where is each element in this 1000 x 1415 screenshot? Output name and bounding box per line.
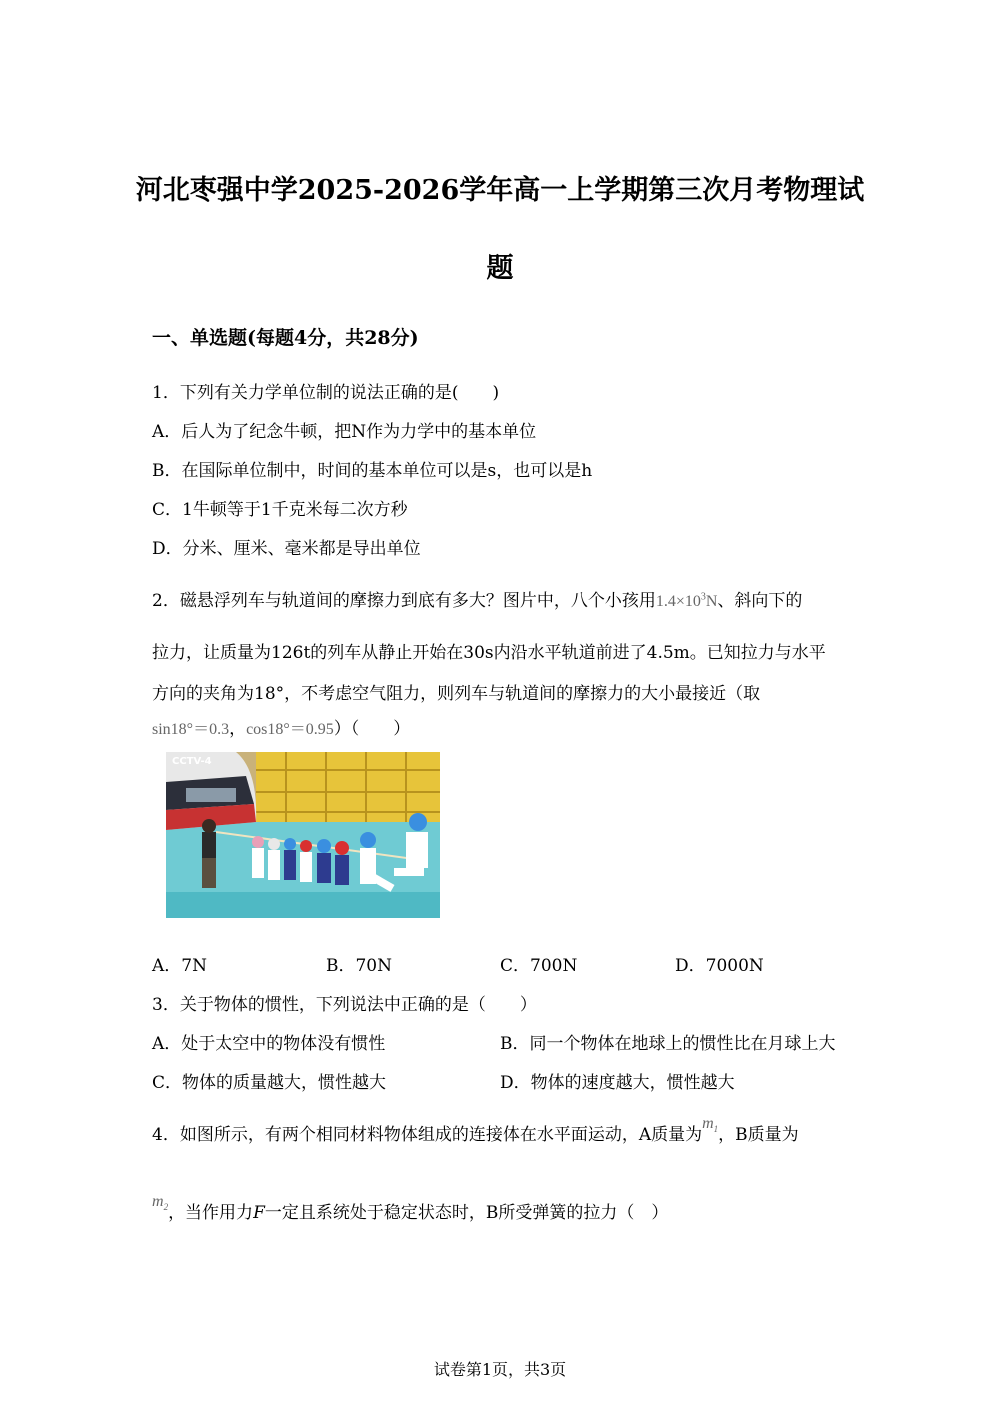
q3-option-c: C．物体的质量越大，惯性越大 (152, 1073, 387, 1093)
q4-m2-sub: 2 (163, 1202, 169, 1213)
q2-stem-a: 2．磁悬浮列车与轨道间的摩擦力到底有多大？图片中，八个小孩用 (152, 591, 656, 611)
q2-sin-expr: sin18°＝0.3 (152, 721, 230, 738)
q4-stem-d: 一定且系统处于稳定状态时，B所受弹簧的拉力（ ） (264, 1203, 669, 1223)
section-heading: 一、单选题(每题4分，共28分) (152, 327, 419, 349)
q2-option-c: C．700N (500, 956, 578, 976)
page-footer: 试卷第1页，共3页 (433, 1360, 567, 1379)
q4-stem-a: 4．如图所示，有两个相同材料物体组成的连接体在水平面运动，A质量为 (152, 1125, 703, 1145)
q4-m1-base: m (702, 1115, 714, 1132)
cctv-watermark: CCTV-4 (172, 756, 212, 767)
q2-option-d: D．7000N (675, 956, 764, 976)
q2-force-value (656, 593, 718, 610)
q1-option-a: A．后人为了纪念牛顿，把N作为力学中的基本单位 (152, 422, 537, 442)
q3-option-d: D．物体的速度越大，惯性越大 (500, 1073, 735, 1093)
q3-stem: 3．关于物体的惯性，下列说法中正确的是（ ） (152, 995, 537, 1015)
q3-option-a: A．处于太空中的物体没有惯性 (152, 1034, 386, 1054)
q1-stem: 1．下列有关力学单位制的说法正确的是( ) (152, 383, 500, 403)
q1-option-c: C．1牛顿等于1千克米每二次方秒 (152, 500, 408, 520)
q4-stem-b: ，B质量为 (718, 1125, 799, 1145)
q4-stem-line1 (152, 1115, 799, 1146)
q2-cos-expr: cos18°＝0.95 (246, 721, 334, 738)
q1-option-d: D．分米、厘米、毫米都是导出单位 (152, 539, 421, 559)
q2-option-a: A．7N (152, 956, 207, 976)
page-title-line2: 题 (486, 253, 514, 284)
q4-m1-sub: 1 (713, 1124, 719, 1135)
q3-option-b: B．同一个物体在地球上的惯性比在月球上大 (500, 1034, 836, 1054)
q2-stem-line3: 方向的夹角为18°，不考虑空气阻力，则列车与轨道间的摩擦力的大小最接近（取 (152, 684, 761, 704)
page-title-line1: 河北枣强中学2025-2026学年高一上学期第三次月考物理试 (135, 175, 865, 206)
q2-stem-line1 (152, 586, 802, 611)
q2-stem-line4 (152, 714, 410, 739)
q4-force-symbol: F (253, 1203, 265, 1223)
q2-force-unit: N (705, 593, 718, 610)
q2-stem-end: ）（ ） (333, 719, 411, 739)
q2-option-b: B．70N (326, 956, 392, 976)
q1-option-b: B．在国际单位制中，时间的基本单位可以是s，也可以是h (152, 461, 593, 481)
q4-m2 (152, 1193, 169, 1213)
q4-stem-line2 (152, 1193, 669, 1224)
q4-m1 (702, 1115, 719, 1135)
q2-stem-line2: 拉力，让质量为126t的列车从静止开始在30s内沿水平轨道前进了4.5m。已知拉力与水平 (152, 643, 826, 663)
q2-force-base: 1.4×10 (655, 593, 701, 610)
q4-stem-c: ，当作用力 (168, 1203, 254, 1223)
q2-comma: ， (229, 719, 247, 739)
q4-m2-base: m (152, 1193, 164, 1210)
q2-stem-b: 、斜向下的 (717, 591, 803, 611)
maglev-tug-of-war-photo (166, 752, 440, 918)
q2-force-exp: 3 (700, 591, 706, 603)
